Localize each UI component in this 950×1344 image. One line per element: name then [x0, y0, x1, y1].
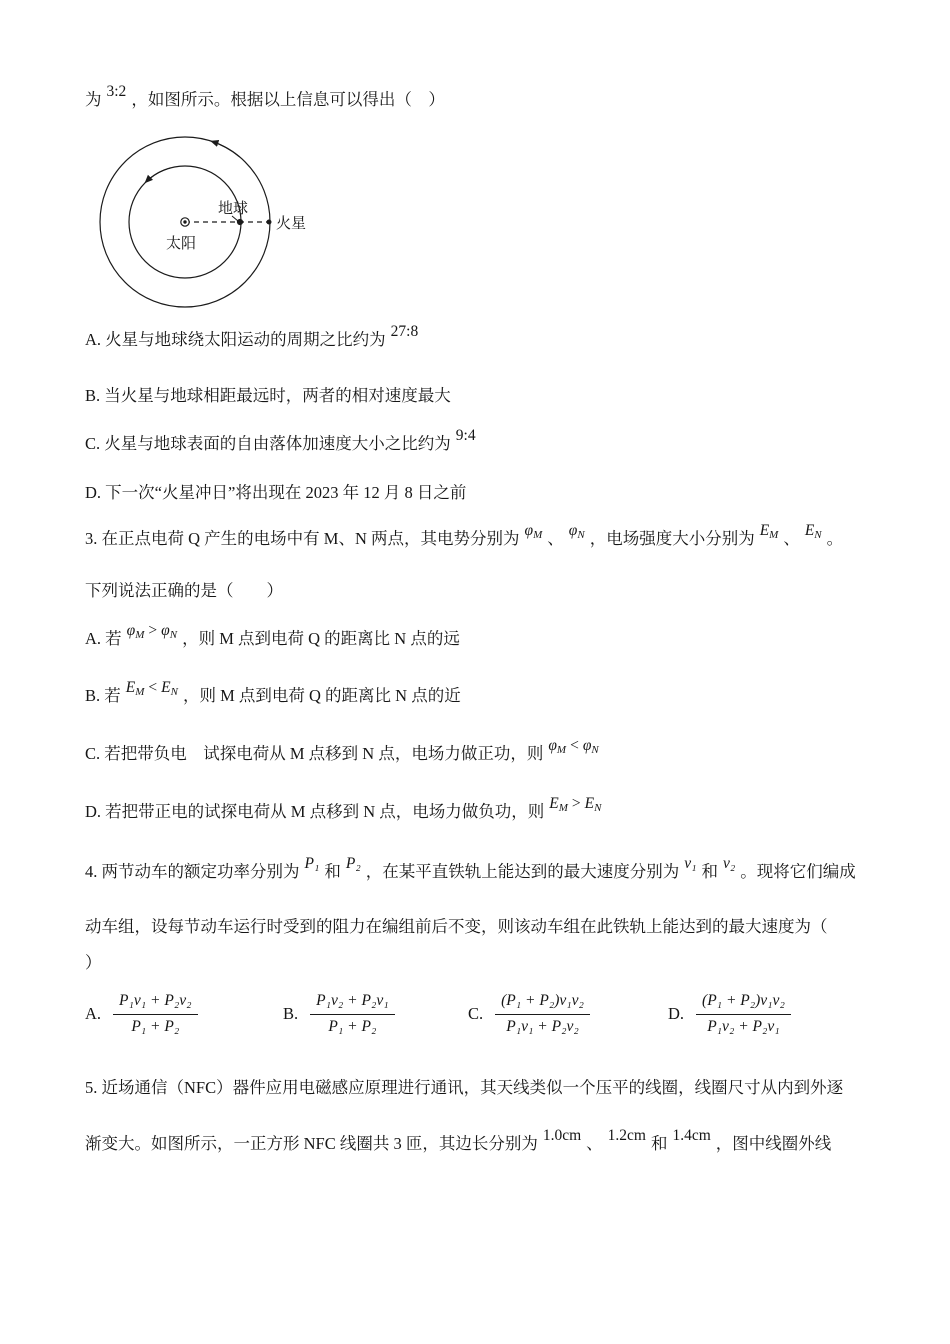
phi-n-formula: $\varphi_N$	[568, 522, 585, 541]
q5-stem-sep-2: 和	[650, 1134, 668, 1153]
sun-label: 太阳	[165, 236, 197, 252]
earth-label: 地球	[217, 201, 249, 217]
q4-stem-line3: ）	[85, 953, 102, 972]
q2-stem-prefix: 为	[85, 90, 102, 109]
q4-stem-text-3: ，在某平直铁轨上能达到的最大速度分别为	[365, 862, 680, 881]
q2-option-c-text: C. 火星与地球表面的自由落体加速度大小之比约为	[85, 434, 451, 453]
q4-option-d-fraction: $\frac{\text{(P₁ + P₂)v₁v₂}}{\text{P₁v₂ + P₂v₁}}$	[696, 991, 791, 1036]
q4-option-a	[85, 983, 198, 1045]
q3-stem-sep-1: 、	[547, 529, 564, 548]
size-1-formula: 1.0cm	[542, 1127, 582, 1144]
q4-stem-text-2: 和	[324, 862, 341, 881]
e-compare-formula: $E_M < E_N$	[125, 679, 178, 698]
q4-option-c-fraction: $\frac{\text{(P₁ + P₂)v₁v₂}}{\text{P₁v₁ + P₂v₂}}$	[495, 991, 590, 1036]
sun-marker-dot	[183, 220, 186, 223]
q4-option-c	[468, 983, 590, 1045]
q4-option-a-label: A.	[85, 1004, 102, 1023]
q3-stem-text-1: 3. 在正点电荷 Q 产生的电场中有 M、N 两点，其电势分别为	[85, 529, 520, 548]
q5-stem-text-1: 渐变大。如图所示，一正方形 NFC 线圈共 3 匝，其边长分别为	[85, 1134, 538, 1153]
e-n-formula: $E_N$	[804, 522, 822, 541]
q3-option-a-text-1: A. 若	[85, 629, 122, 648]
q5-stem-line2	[85, 1127, 832, 1156]
q4-option-d-label: D.	[668, 1004, 685, 1023]
q3-stem	[85, 522, 844, 551]
mars-marker	[267, 220, 272, 225]
q4-option-d	[668, 983, 791, 1045]
orbit-diagram	[93, 135, 325, 317]
q2-stem	[85, 83, 445, 112]
size-2-formula: 1.2cm	[607, 1127, 646, 1144]
q4-option-a-fraction: $\frac{\text{P₁v₁ + P₂v₂}}{\text{P₁ + P₂}}$	[113, 991, 197, 1036]
q2-option-c	[85, 427, 481, 456]
q3-option-a-text-2: ，则 M 点到电荷 Q 的距离比 N 点的远	[182, 629, 460, 648]
q4-stem-line2: 动车组，设每节动车运行时受到的阻力在编组前后不变，则该动车组在此铁轨上能达到的最大速度为（	[85, 917, 828, 936]
q4-option-b	[283, 983, 395, 1045]
q3-option-c	[85, 737, 604, 766]
p1-formula: P₁	[304, 855, 320, 872]
earth-marker	[237, 219, 243, 225]
q3-stem-text-3: 。	[826, 529, 844, 548]
q4-option-b-fraction: $\frac{\text{P₁v₂ + P₂v₁}}{\text{P₁ + P₂}}$	[310, 991, 394, 1036]
q2-option-d: D. 下一次“火星冲日”将出现在 2023 年 12 月 8 日之前	[85, 483, 467, 502]
v1-formula: v₁	[684, 855, 697, 872]
v2-formula: v₂	[723, 855, 736, 872]
q5-stem-text-2: ，图中线圈外线	[715, 1134, 832, 1153]
size-3-formula: 1.4cm	[672, 1127, 711, 1144]
q3-stem-line2: 下列说法正确的是（ ）	[85, 581, 283, 600]
q4-stem-text-4: 和	[701, 862, 718, 881]
q2-option-b: B. 当火星与地球相距最远时，两者的相对速度最大	[85, 386, 451, 405]
e-m-formula: $E_M$	[759, 522, 779, 541]
q5-stem-sep-1: 、	[586, 1134, 603, 1153]
inner-direction-arrow-icon	[145, 168, 170, 183]
outer-direction-arrow-icon	[211, 141, 239, 157]
q5-stem-line1: 5. 近场通信（NFC）器件应用电磁感应原理进行通讯，其天线类似一个压平的线圈，线圈尺寸从内到外逐	[85, 1078, 844, 1097]
q4-stem-line1	[85, 855, 856, 884]
q3-option-b-text-2: ，则 M 点到电荷 Q 的距离比 N 点的近	[182, 686, 461, 705]
mars-label: 火星	[276, 216, 307, 232]
q2-option-c-ratio-formula: 9:4	[455, 427, 476, 444]
q2-ratio-formula: 3:2	[106, 83, 127, 100]
q2-stem-suffix: ，如图所示。根据以上信息可以得出（ ）	[131, 90, 445, 109]
q4-option-c-label: C.	[468, 1004, 484, 1023]
phi-compare-formula: $\varphi_M < \varphi_N$	[548, 737, 599, 756]
q3-stem-text-2: ，电场强度大小分别为	[589, 529, 755, 548]
q2-option-a-text: A. 火星与地球绕太阳运动的周期之比约为	[85, 330, 386, 349]
q3-option-d-text: D. 若把带正电的试探电荷从 M 点移到 N 点，电场力做负功，则	[85, 802, 545, 821]
q4-stem-text-5: 。现将它们编成	[740, 862, 856, 881]
p2-formula: P₂	[345, 855, 361, 872]
phi-compare-formula: $\varphi_M > \varphi_N$	[126, 622, 178, 641]
q3-stem-sep-2: 、	[783, 529, 800, 548]
q3-option-c-text: C. 若把带负电 试探电荷从 M 点移到 N 点，电场力做正功，则	[85, 744, 544, 763]
orbit-diagram-svg	[93, 135, 325, 317]
q3-option-b	[85, 679, 461, 708]
q4-option-b-label: B.	[283, 1004, 299, 1023]
q3-option-b-text-1: B. 若	[85, 686, 121, 705]
e-compare-formula: $E_M > E_N$	[549, 795, 602, 814]
q4-stem-text-1: 4. 两节动车的额定功率分别为	[85, 862, 300, 881]
phi-m-formula: $\varphi_M$	[524, 522, 543, 541]
q2-option-a	[85, 323, 423, 352]
q3-option-a	[85, 622, 460, 651]
q3-option-d	[85, 795, 606, 824]
q2-option-a-ratio-formula: 27:8	[390, 323, 419, 340]
